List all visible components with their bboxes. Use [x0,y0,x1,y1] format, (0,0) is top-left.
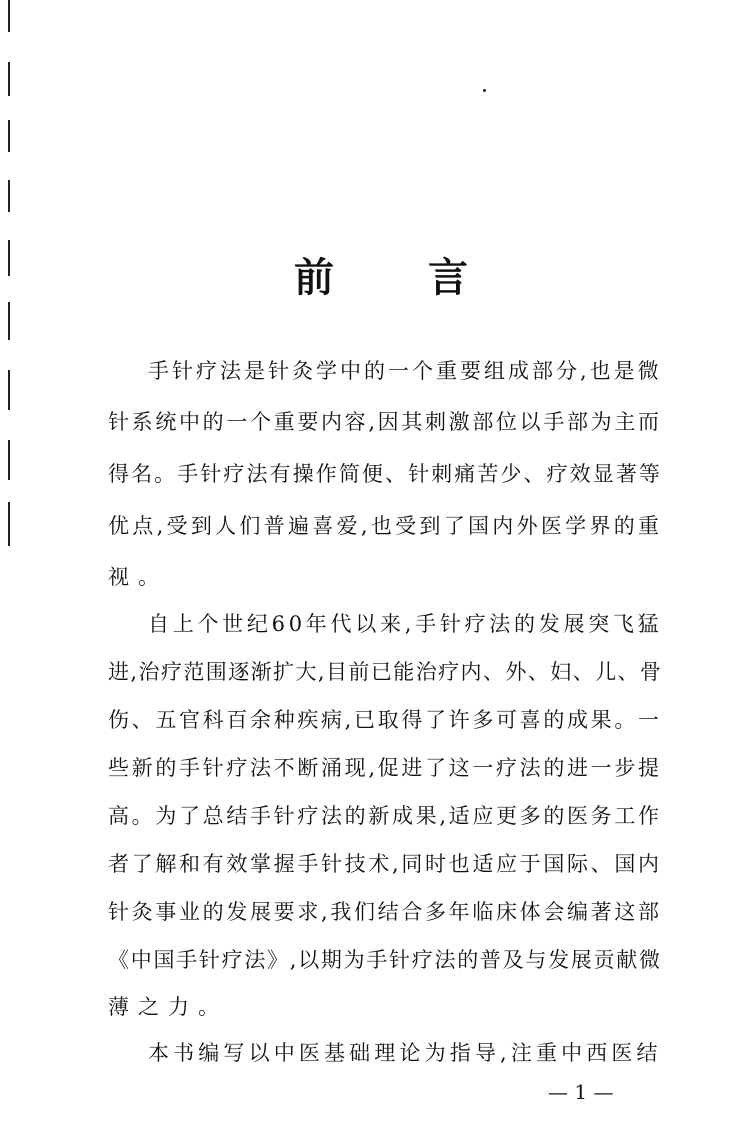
scan-edge-mark [8,440,10,480]
scan-edge-mark [8,180,10,212]
text-line: 本书编写以中医基础理论为指导,注重中西医结 [148,1041,662,1065]
scan-edge-mark [8,502,10,546]
scan-edge-mark [8,62,10,96]
text-line: 些新的手针疗法不断涌现,促进了这一疗法的进一步提 [108,756,662,780]
scan-speck [483,89,486,92]
page-number: — 1 — [548,1080,614,1104]
scan-edge-mark [8,120,10,152]
text-line: 自上个世纪60年代以来,手针疗法的发展突飞猛 [148,612,663,636]
title-char: 言 [428,255,468,301]
text-line: 视。 [108,565,168,589]
text-line: 高。为了总结手针疗法的新成果,适应更多的医务工作 [108,804,662,828]
text-line: 薄之力。 [108,995,228,1019]
scan-edge-mark [8,370,10,410]
text-line: 针灸事业的发展要求,我们结合多年临床体会编著这部 [108,900,662,924]
text-line: 伤、五官科百余种疾病,已取得了许多可喜的成果。一 [108,708,662,732]
text-line: 手针疗法是针灸学中的一个重要组成部分,也是微 [148,359,662,383]
text-line: 针系统中的一个重要内容,因其刺激部位以手部为主而 [108,410,662,434]
title-char: 前 [294,255,334,301]
scan-edge-mark [8,0,10,32]
text-line: 优点,受到人们普遍喜爱,也受到了国内外医学界的重 [108,514,663,538]
page-title [0,246,737,301]
text-line: 者了解和有效掌握手针技术,同时也适应于国际、国内 [108,852,662,876]
scan-edge-mark [8,302,10,340]
text-line: 《中国手针疗法》,以期为手针疗法的普及与发展贡献微 [108,948,662,972]
text-line: 进,治疗范围逐渐扩大,目前已能治疗内、外、妇、儿、骨 [108,660,663,684]
text-line: 得名。手针疗法有操作简便、针刺痛苦少、疗效显著等 [108,462,662,486]
